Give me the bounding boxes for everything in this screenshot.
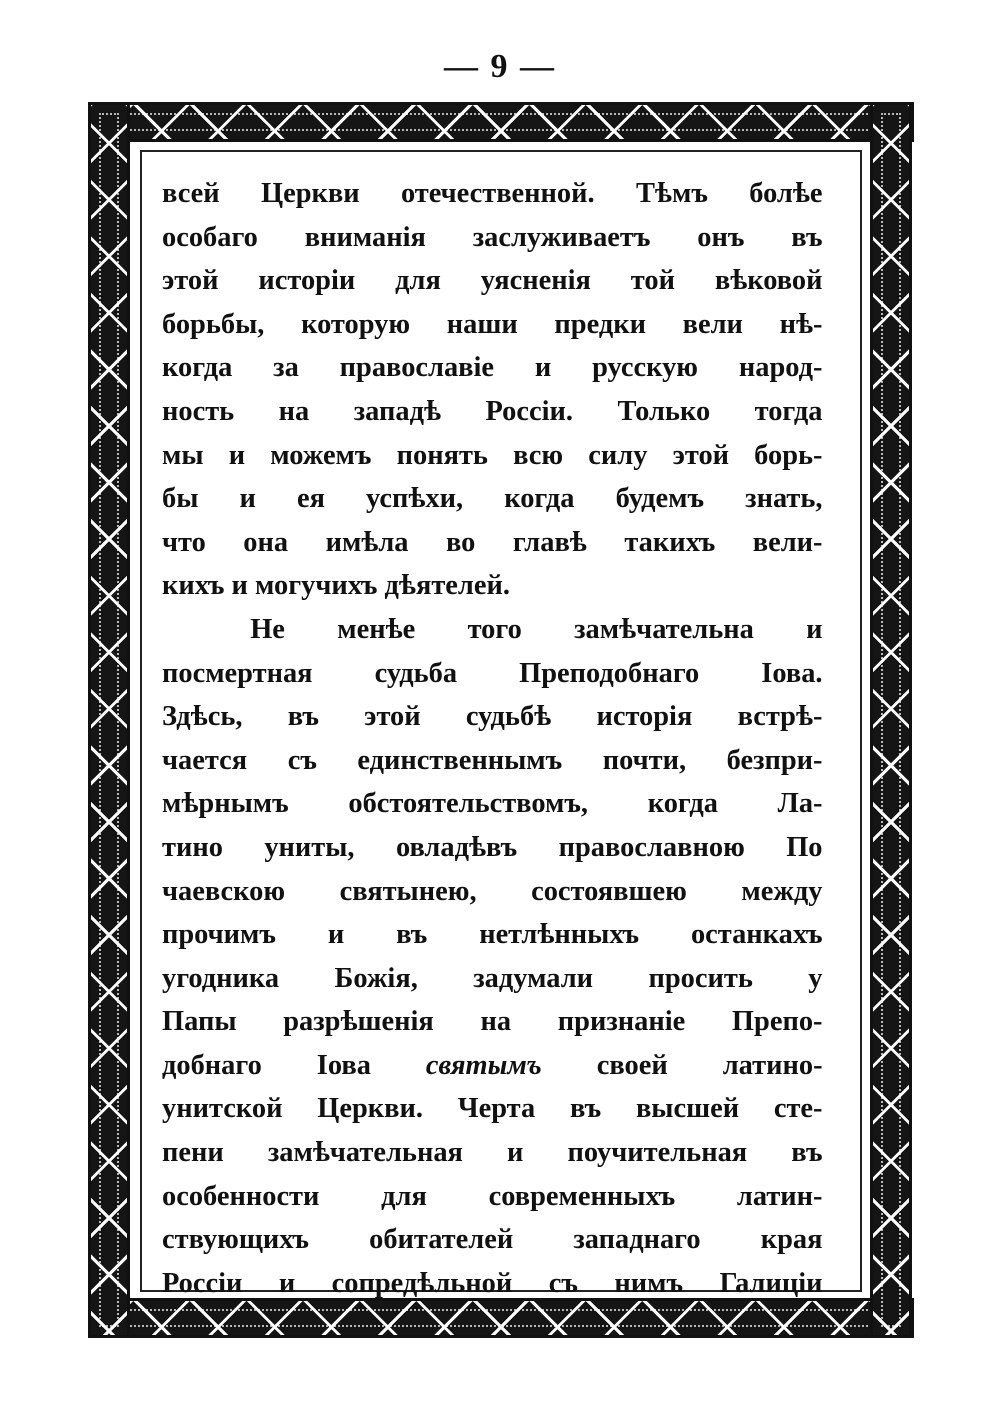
- text-line: унитской Церкви. Черта въ высшей сте-: [162, 1092, 823, 1125]
- text-segment: своей латино-: [596, 1048, 823, 1081]
- body-text: [162, 172, 836, 1305]
- text-line: тино униты, овладѣвъ православною По: [162, 830, 823, 863]
- text-segment: добнаго Іова: [162, 1048, 371, 1081]
- text-line: бы и ея успѣхи, когда будемъ знать,: [162, 482, 823, 515]
- text-line: особаго вниманія заслуживаетъ онъ въ: [162, 220, 823, 253]
- italic-word: святымъ: [425, 1048, 542, 1081]
- text-line: чаевскою святынею, состоявшею между: [162, 874, 823, 907]
- text-line: всей Церкви отечественной. Тѣмъ болѣе: [162, 177, 823, 209]
- text-line: мѣрнымъ обстоятельствомъ, когда Ла-: [162, 787, 823, 820]
- text-line: Россіи и сопредѣльной съ нимъ Галиціи: [162, 1266, 823, 1299]
- text-line: Папы разрѣшенія на признаніе Препо-: [162, 1005, 823, 1038]
- text-line: что она имѣла во главѣ такихъ вели-: [162, 525, 823, 558]
- text-line: Здѣсь, въ этой судьбѣ исторія встрѣ-: [162, 700, 823, 733]
- text-line: чается съ единственнымъ почти, безпри-: [162, 743, 823, 776]
- text-line: борьбы, которую наши предки вели нѣ-: [162, 307, 823, 340]
- text-line-with-italic: [162, 1044, 823, 1088]
- text-line: прочимъ и въ нетлѣнныхъ останкахъ: [162, 918, 823, 951]
- text-line: пени замѣчательная и поучительная въ: [162, 1136, 823, 1169]
- paragraph-start-line: Не менѣе того замѣчательна и: [250, 612, 823, 645]
- page-number: — 9 —: [444, 48, 556, 85]
- ornamental-border-top: [88, 102, 914, 142]
- text-line: ствующихъ обитателей западнаго края: [162, 1223, 823, 1256]
- text-line: угодника Божія, задумали просить у: [162, 961, 823, 994]
- text-line: мы и можемъ понять всю силу этой борь-: [162, 438, 823, 471]
- text-line: посмертная судьба Преподобнаго Іова.: [162, 656, 823, 689]
- ornamental-border-left: [88, 102, 130, 1338]
- text-line: кихъ и могучихъ дѣятелей.: [162, 569, 510, 602]
- text-line: ность на западѣ Россіи. Только тогда: [162, 394, 823, 427]
- text-line: этой исторіи для уясненія той вѣковой: [162, 264, 823, 297]
- ornamental-border-right: [870, 102, 912, 1338]
- text-line: когда за православіе и русскую народ-: [162, 351, 823, 384]
- text-line: особенности для современныхъ латин-: [162, 1179, 823, 1212]
